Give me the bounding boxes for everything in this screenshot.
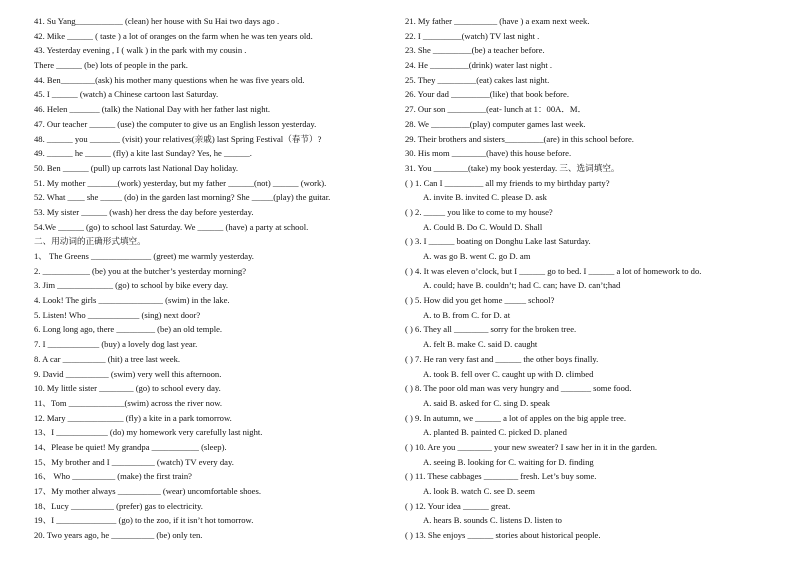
worksheet-line: 29. Their brothers and sisters_________(are) in this school before.	[405, 133, 634, 144]
worksheet-line: ( ) 13. She enjoys ______ stories about historical people.	[405, 530, 601, 541]
worksheet-line: 43. Yesterday evening , I ( walk ) in the park with my cousin .	[34, 45, 247, 56]
worksheet-line: A. could; have B. couldn’t; had C. can; have D. can’t;had	[423, 280, 621, 291]
worksheet-line: 47. Our teacher ______ (use) the computer to give us an English lesson yesterday.	[34, 118, 317, 129]
worksheet-line: ( ) 1. Can I _________ all my friends to my birthday party?	[405, 177, 610, 188]
worksheet-line: 11、Tom _____________(swim) across the river now.	[34, 397, 223, 408]
worksheet-line: 25. They _________(eat) cakes last night.	[405, 74, 550, 85]
worksheet-line: ( ) 8. The poor old man was very hungry and _______ some food.	[405, 383, 632, 394]
worksheet-line: A. look B. watch C. see D. seem	[423, 486, 535, 496]
worksheet-line: ( ) 3. I ______ boating on Donghu Lake last Saturday.	[405, 236, 591, 247]
worksheet-line: 8. A car __________ (hit) a tree last week.	[34, 353, 181, 364]
worksheet-line: 10. My little sister ________ (go) to school every day.	[34, 383, 221, 394]
worksheet-line: 22. I _________(watch) TV last night .	[405, 30, 540, 41]
worksheet-line: 41. Su Yang___________ (clean) her house with Su Hai two days ago .	[34, 16, 280, 26]
worksheet-line: ( ) 7. He ran very fast and ______ the other boys finally.	[405, 353, 599, 364]
worksheet-line: 53. My sister ______ (wash) her dress the day before yesterday.	[34, 206, 254, 217]
worksheet-line: 21. My father __________ (have ) a exam next week.	[405, 16, 590, 26]
worksheet-line: 30. His mom ________(have) this house before.	[405, 148, 572, 159]
worksheet-line: 14、Please be quiet! My grandpa ___________ (sleep).	[34, 441, 227, 452]
worksheet-line: 52. What ____ she _____ (do) in the garden last morning? She _____(play) the guitar.	[34, 192, 331, 203]
worksheet-line: 28. We _________(play) computer games last week.	[405, 118, 586, 129]
worksheet-line: A. took B. fell over C. caught up with D. climbed	[423, 368, 594, 379]
worksheet-line: 17、My mother always __________ (wear) uncomfortable shoes.	[34, 486, 261, 496]
worksheet-line: A. seeing B. looking for C. waiting for D. finding	[423, 456, 594, 467]
worksheet-line: ( ) 12. Your idea ______ great.	[405, 500, 511, 511]
worksheet-line: A. felt B. make C. said D. caught	[423, 339, 538, 350]
worksheet-line: A. said B. asked for C. sing D. speak	[423, 397, 550, 408]
worksheet-line: There ______ (be) lots of people in the park.	[34, 60, 188, 71]
worksheet-line: 50. Ben ______ (pull) up carrots last National Day holiday.	[34, 162, 238, 173]
worksheet-line: 18、Lucy __________ (prefer) gas to electricity.	[34, 500, 203, 511]
worksheet-line: ( ) 2. _____ you like to come to my house?	[405, 206, 553, 217]
worksheet-line: 3. Jim _____________ (go) to school by bike every day.	[34, 280, 228, 291]
worksheet-line: 二、用动词的正确形式填空。	[34, 236, 146, 247]
worksheet-line: 54.We ______ (go) to school last Saturday. We ______ (have) a party at school.	[34, 221, 309, 232]
worksheet-line: 23. She _________(be) a teacher before.	[405, 45, 545, 56]
worksheet-line: 51. My mother _______(work) yesterday, but my father ______(not) ______ (work).	[34, 177, 327, 188]
worksheet-line: 16、 Who __________ (make) the first train?	[34, 471, 192, 482]
worksheet-line: 48. ______ you _______ (visit) your relatives(亲戚) last Spring Festival（春节）?	[34, 133, 322, 144]
worksheet-line: 26. Your dad _________(like) that book before.	[405, 89, 569, 100]
worksheet-line: 6. Long long ago, there _________ (be) an old temple.	[34, 324, 223, 335]
worksheet-line: 20. Two years ago, he __________ (be) only ten.	[34, 530, 203, 541]
worksheet-line: 19、I ______________ (go) to the zoo, if it isn’t hot tomorrow.	[34, 515, 254, 526]
worksheet-line: 12. Mary _____________ (fly) a kite in a park tomorrow.	[34, 412, 232, 423]
worksheet-line: A. hears B. sounds C. listens D. listen to	[423, 515, 562, 526]
worksheet-line: A. invite B. invited C. please D. ask	[423, 192, 547, 203]
worksheet-line: ( ) 11. These cabbages ________ fresh. Let’s buy some.	[405, 471, 597, 482]
worksheet-line: 24. He _________(drink) water last night .	[405, 60, 553, 71]
worksheet-line: 4. Look! The girls _______________ (swim) in the lake.	[34, 295, 230, 306]
worksheet-line: 31. You ________(take) my book yesterday. 三、选词填空。	[405, 162, 620, 173]
right-column	[405, 14, 790, 543]
worksheet-line: 27. Our son _________(eat- lunch at 1：00A．M．	[405, 104, 587, 115]
worksheet-line: ( ) 9. In autumn, we ______ a lot of apples on the big apple tree.	[405, 412, 626, 423]
worksheet-line: 5. Listen! Who ____________ (sing) next door?	[34, 309, 201, 320]
worksheet-line: 15、My brother and I __________ (watch) TV every day.	[34, 456, 234, 467]
worksheet-line: 45. I ______ (watch) a Chinese cartoon last Saturday.	[34, 89, 219, 100]
worksheet-line: A. was go B. went C. go D. am	[423, 251, 531, 261]
worksheet-line: 2. ___________ (be) you at the butcher’s yesterday morning?	[34, 265, 247, 276]
worksheet-line: ( ) 6. They all ________ sorry for the broken tree.	[405, 324, 577, 335]
worksheet-line: ( ) 10. Are you ________ your new sweater? I saw her in it in the garden.	[405, 441, 658, 452]
worksheet-line: 49. ______ he ______ (fly) a kite last Sunday? Yes, he ______.	[34, 148, 252, 159]
worksheet-line: 44. Ben________(ask) his mother many questions when he was five years old.	[34, 74, 305, 85]
worksheet-line: 9. David __________ (swim) very well this afternoon.	[34, 368, 222, 379]
worksheet-line: 7. I ____________ (buy) a lovely dog last year.	[34, 339, 198, 350]
worksheet-line: ( ) 4. It was eleven o’clock, but I ______ go to bed. I ______ a lot of homework to do.	[405, 265, 702, 276]
left-column	[34, 14, 394, 543]
worksheet-line: A. planted B. painted C. picked D. planed	[423, 427, 567, 438]
worksheet-line: 42. Mike ______ ( taste ) a lot of oranges on the farm when he was ten years old.	[34, 30, 313, 41]
worksheet-line: 46. Helen _______ (talk) the National Day with her father last night.	[34, 104, 271, 115]
worksheet-line: 13、I ____________ (do) my homework very carefully last night.	[34, 427, 263, 438]
worksheet-line: ( ) 5. How did you get home _____ school?	[405, 295, 555, 306]
worksheet-line: 1、 The Greens ______________ (greet) me warmly yesterday.	[34, 251, 254, 261]
worksheet-line: A. to B. from C. for D. at	[423, 309, 511, 320]
worksheet-line: A. Could B. Do C. Would D. Shall	[423, 221, 543, 232]
